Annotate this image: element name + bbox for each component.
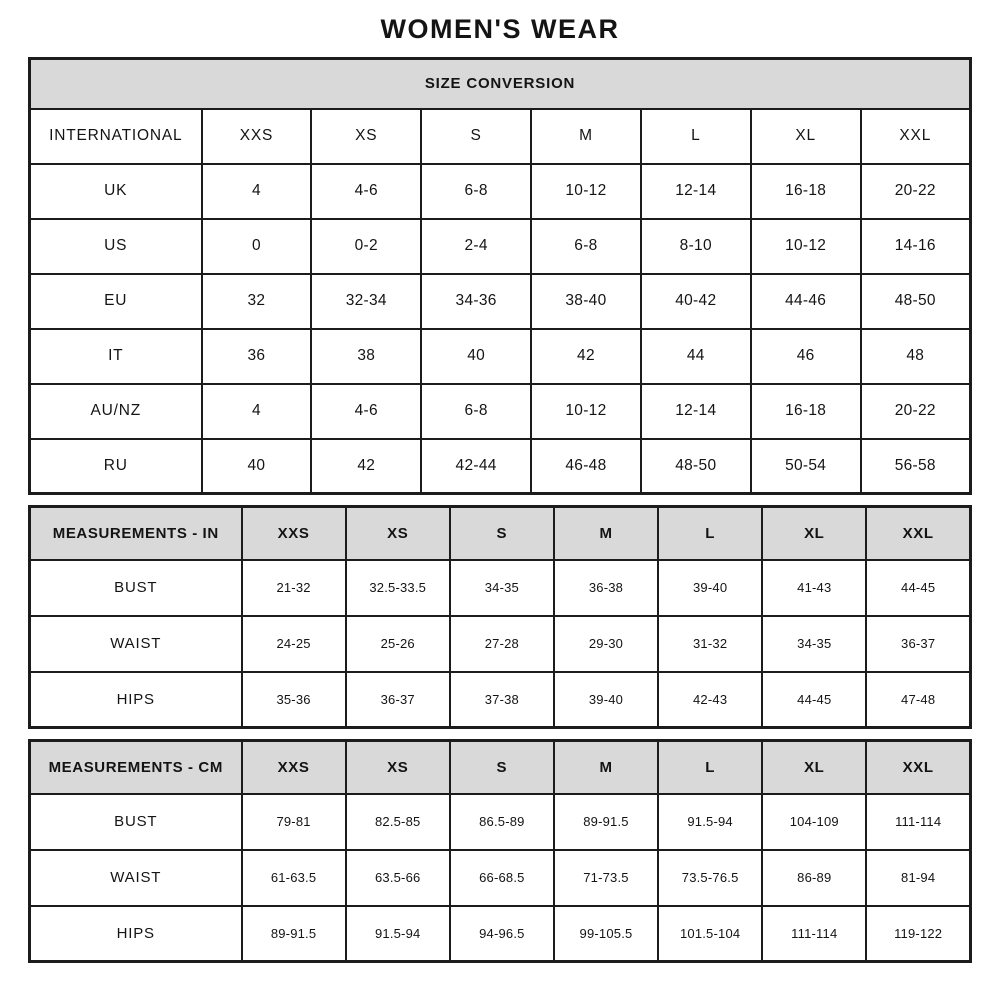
column-header-cell: XXL [866,507,970,560]
value-cell: 40-42 [641,274,751,329]
value-cell: 6-8 [531,219,641,274]
value-cell: 20-22 [861,164,971,219]
value-cell: 50-54 [751,439,861,494]
value-cell: 89-91.5 [242,906,346,962]
value-cell: 44-46 [751,274,861,329]
column-header-cell: XXS [202,109,312,164]
value-cell: 31-32 [658,616,762,672]
value-cell: 21-32 [242,560,346,616]
value-cell: 56-58 [861,439,971,494]
value-cell: 99-105.5 [554,906,658,962]
value-cell: 12-14 [641,384,751,439]
column-header-cell: XXL [866,741,970,794]
column-header-cell: S [450,741,554,794]
table-row [30,672,971,728]
value-cell: 32 [202,274,312,329]
value-cell: 10-12 [531,164,641,219]
column-header-cell: XS [346,507,450,560]
value-cell: 79-81 [242,794,346,850]
row-label-cell: US [30,219,202,274]
table-row [30,560,971,616]
value-cell: 34-35 [762,616,866,672]
value-cell: 61-63.5 [242,850,346,906]
value-cell: 38 [311,329,421,384]
value-cell: 48-50 [861,274,971,329]
value-cell: 6-8 [421,164,531,219]
value-cell: 44-45 [866,560,970,616]
column-header-cell: XS [311,109,421,164]
value-cell: 0-2 [311,219,421,274]
value-cell: 38-40 [531,274,641,329]
value-cell: 34-36 [421,274,531,329]
column-header-row [30,507,971,560]
table-row [30,329,971,384]
value-cell: 6-8 [421,384,531,439]
section-header-row [30,59,971,109]
value-cell: 20-22 [861,384,971,439]
row-label-cell: IT [30,329,202,384]
row-label-cell: HIPS [30,906,242,962]
value-cell: 101.5-104 [658,906,762,962]
column-header-cell: MEASUREMENTS - CM [30,741,242,794]
value-cell: 4 [202,164,312,219]
value-cell: 66-68.5 [450,850,554,906]
value-cell: 29-30 [554,616,658,672]
value-cell: 32.5-33.5 [346,560,450,616]
value-cell: 4 [202,384,312,439]
value-cell: 8-10 [641,219,751,274]
table-row [30,906,971,962]
value-cell: 91.5-94 [658,794,762,850]
value-cell: 25-26 [346,616,450,672]
value-cell: 24-25 [242,616,346,672]
row-label-cell: BUST [30,560,242,616]
value-cell: 36-37 [866,616,970,672]
table-row [30,439,971,494]
column-header-row [30,109,971,164]
value-cell: 86.5-89 [450,794,554,850]
column-header-cell: XXS [242,507,346,560]
value-cell: 48-50 [641,439,751,494]
table-spacer [0,729,1000,739]
value-cell: 40 [202,439,312,494]
column-header-cell: L [641,109,751,164]
value-cell: 39-40 [554,672,658,728]
value-cell: 63.5-66 [346,850,450,906]
column-header-cell: XL [762,741,866,794]
size-conversion-table [28,57,972,495]
value-cell: 37-38 [450,672,554,728]
value-cell: 82.5-85 [346,794,450,850]
row-label-cell: WAIST [30,616,242,672]
value-cell: 81-94 [866,850,970,906]
table-row [30,794,971,850]
column-header-row [30,741,971,794]
table-row [30,616,971,672]
value-cell: 36 [202,329,312,384]
value-cell: 16-18 [751,384,861,439]
value-cell: 10-12 [751,219,861,274]
value-cell: 12-14 [641,164,751,219]
value-cell: 32-34 [311,274,421,329]
measurements-cm-table [28,739,972,963]
value-cell: 44-45 [762,672,866,728]
value-cell: 89-91.5 [554,794,658,850]
value-cell: 86-89 [762,850,866,906]
value-cell: 71-73.5 [554,850,658,906]
value-cell: 41-43 [762,560,866,616]
value-cell: 104-109 [762,794,866,850]
value-cell: 91.5-94 [346,906,450,962]
value-cell: 27-28 [450,616,554,672]
table-row [30,164,971,219]
value-cell: 34-35 [450,560,554,616]
value-cell: 4-6 [311,164,421,219]
value-cell: 36-37 [346,672,450,728]
value-cell: 111-114 [762,906,866,962]
column-header-cell: XXS [242,741,346,794]
value-cell: 35-36 [242,672,346,728]
value-cell: 111-114 [866,794,970,850]
value-cell: 42 [311,439,421,494]
table-row [30,384,971,439]
column-header-cell: L [658,507,762,560]
value-cell: 40 [421,329,531,384]
column-header-cell: MEASUREMENTS - IN [30,507,242,560]
row-label-cell: AU/NZ [30,384,202,439]
row-label-cell: RU [30,439,202,494]
value-cell: 44 [641,329,751,384]
measurements-in-table [28,505,972,729]
row-label-cell: UK [30,164,202,219]
page-title: WOMEN'S WEAR [380,14,620,44]
value-cell: 48 [861,329,971,384]
table-row [30,850,971,906]
value-cell: 14-16 [861,219,971,274]
column-header-cell: XS [346,741,450,794]
column-header-cell: S [421,109,531,164]
value-cell: 42 [531,329,641,384]
column-header-cell: M [531,109,641,164]
value-cell: 36-38 [554,560,658,616]
row-label-cell: WAIST [30,850,242,906]
column-header-cell: INTERNATIONAL [30,109,202,164]
value-cell: 10-12 [531,384,641,439]
column-header-cell: XL [751,109,861,164]
table-spacer [0,495,1000,505]
column-header-cell: M [554,741,658,794]
value-cell: 42-43 [658,672,762,728]
value-cell: 2-4 [421,219,531,274]
column-header-cell: S [450,507,554,560]
row-label-cell: BUST [30,794,242,850]
value-cell: 73.5-76.5 [658,850,762,906]
value-cell: 16-18 [751,164,861,219]
column-header-cell: L [658,741,762,794]
column-header-cell: XL [762,507,866,560]
value-cell: 0 [202,219,312,274]
row-label-cell: EU [30,274,202,329]
value-cell: 46 [751,329,861,384]
section-header-cell: SIZE CONVERSION [30,59,971,109]
value-cell: 46-48 [531,439,641,494]
value-cell: 47-48 [866,672,970,728]
value-cell: 4-6 [311,384,421,439]
value-cell: 94-96.5 [450,906,554,962]
value-cell: 119-122 [866,906,970,962]
table-row [30,219,971,274]
row-label-cell: HIPS [30,672,242,728]
value-cell: 39-40 [658,560,762,616]
table-row [30,274,971,329]
column-header-cell: XXL [861,109,971,164]
column-header-cell: M [554,507,658,560]
value-cell: 42-44 [421,439,531,494]
